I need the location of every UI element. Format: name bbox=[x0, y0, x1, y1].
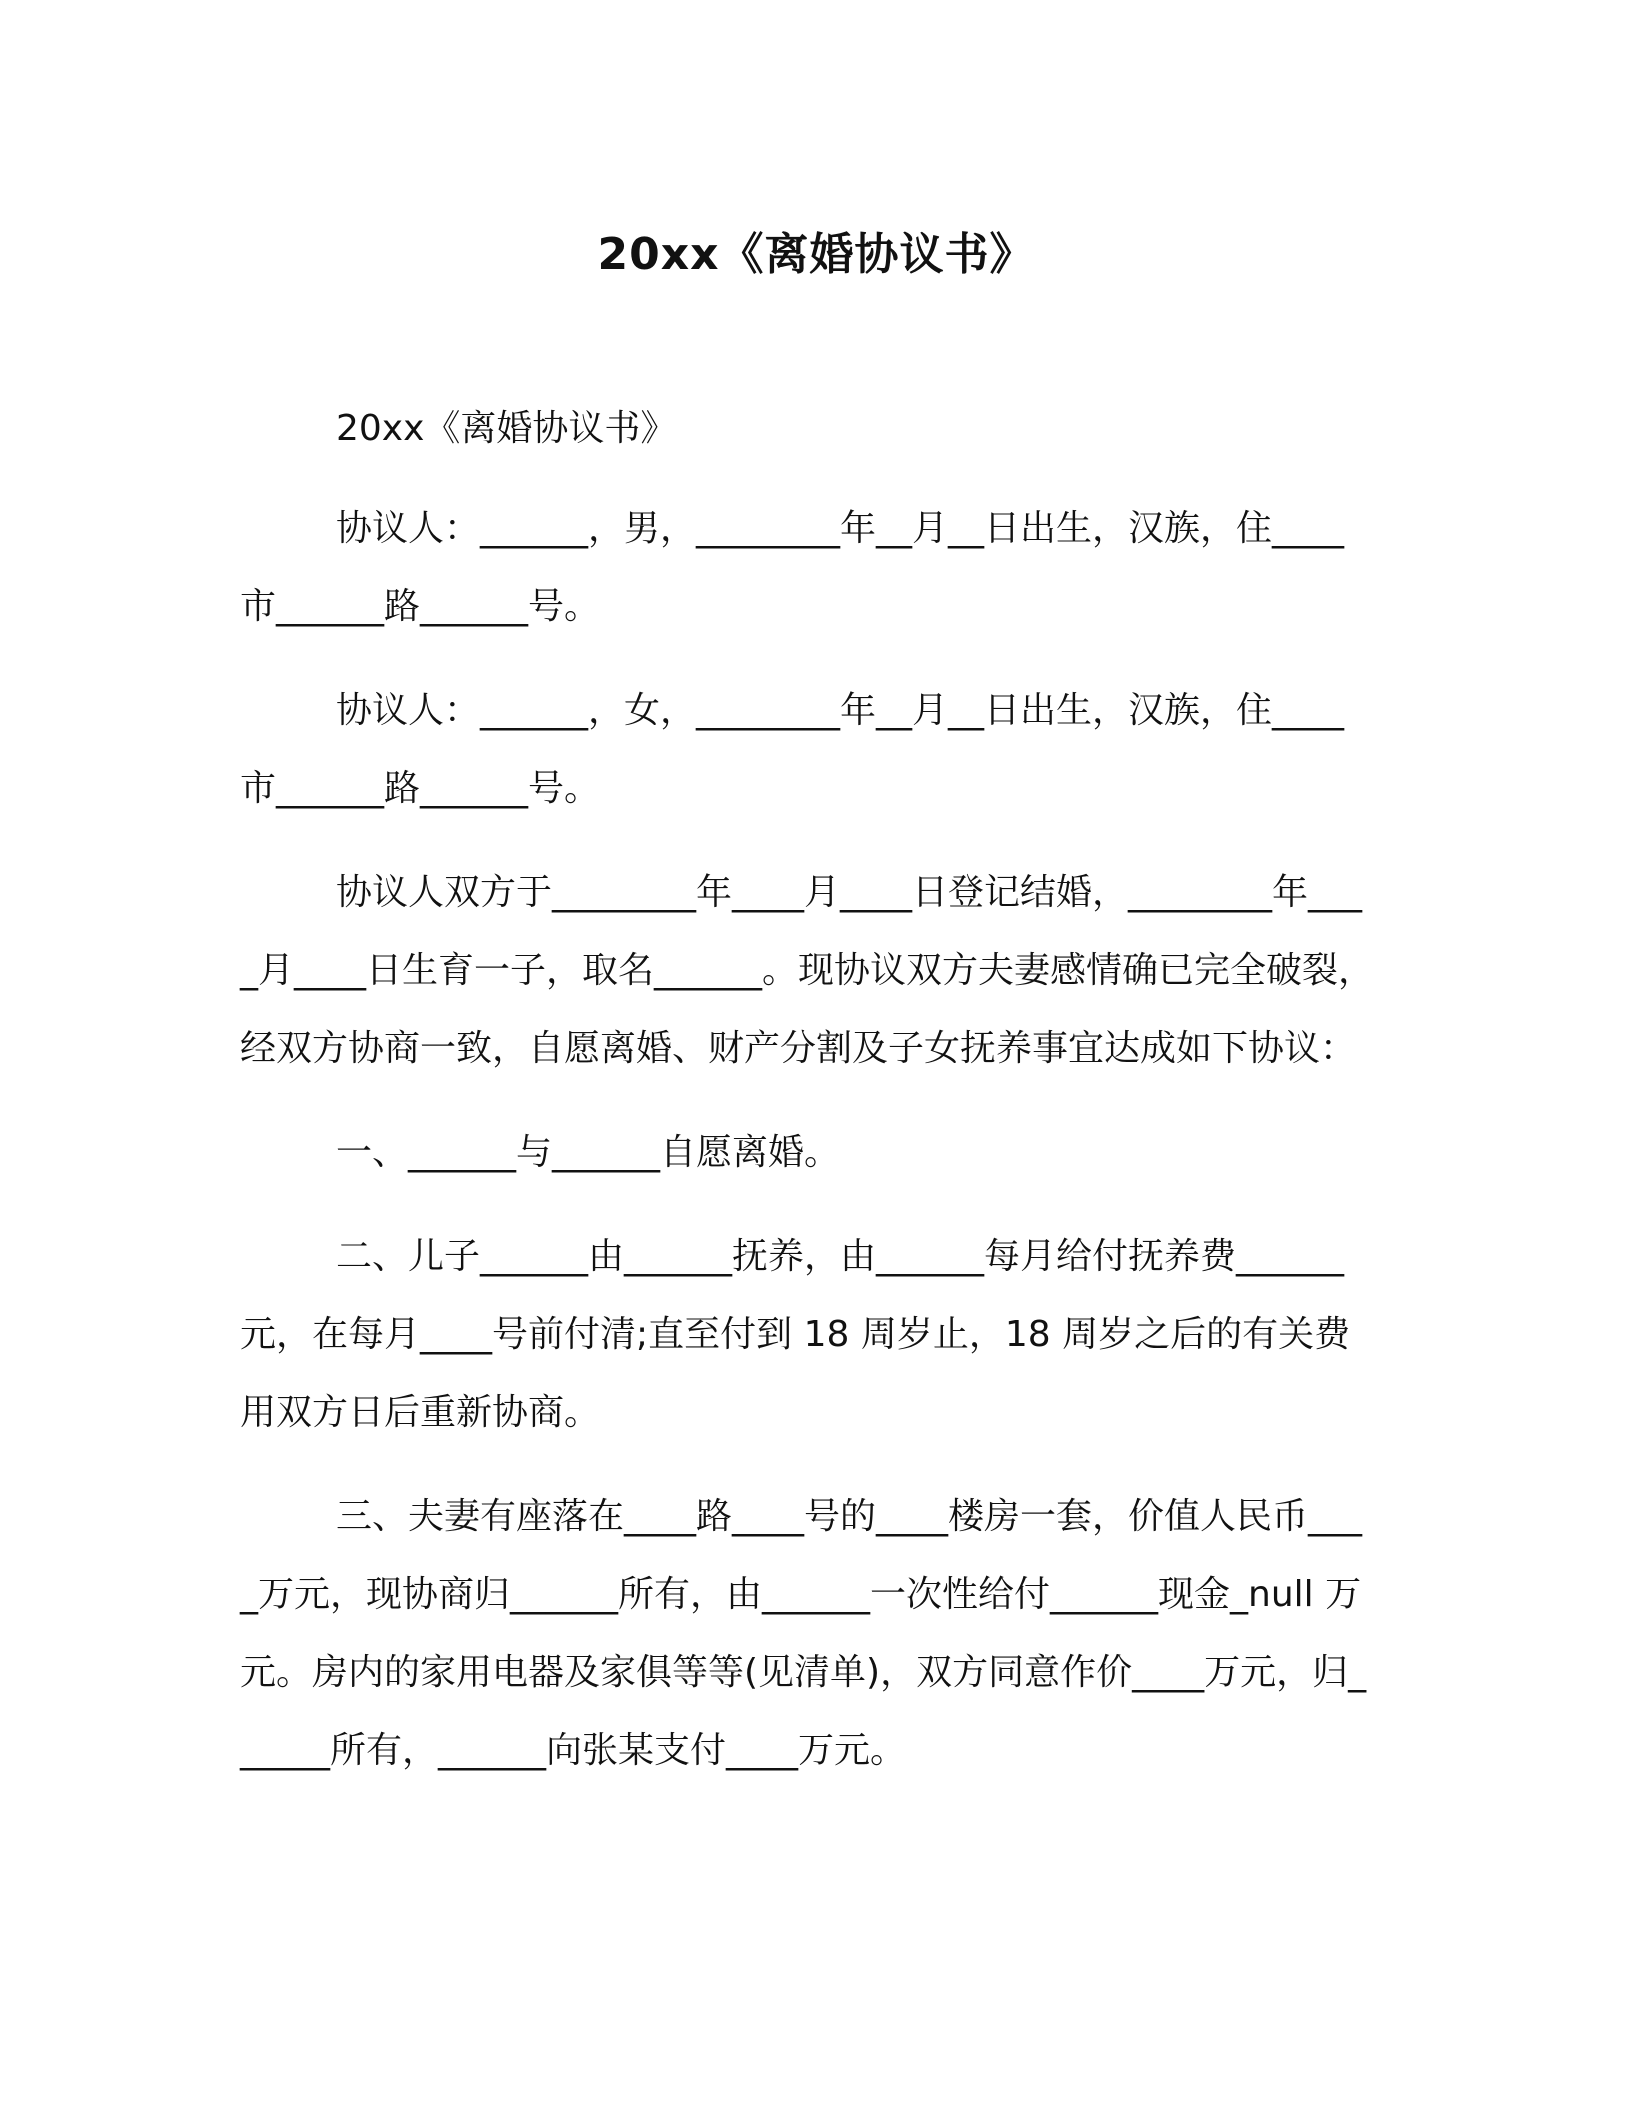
document-subtitle: 20xx《离婚协议书》 bbox=[336, 408, 677, 449]
document-title: 20xx《离婚协议书》 bbox=[597, 229, 1035, 280]
document-body bbox=[240, 390, 1375, 1816]
party-male-paragraph: 协议人：______，男，________年__月__日出生，汉族，住____市______路______号。 bbox=[240, 508, 1345, 627]
party-female-paragraph: 协议人：______，女，________年__月__日出生，汉族，住____市______路______号。 bbox=[240, 690, 1345, 809]
clause-2-paragraph: 二、儿子______由______抚养，由______每月给付抚养费______元，在每月____号前付清;直至付到 18 周岁止，18 周岁之后的有关费用双方日后重新协商。 bbox=[240, 1236, 1351, 1433]
clause-1-paragraph: 一、______与______自愿离婚。 bbox=[336, 1132, 841, 1173]
clause-3-paragraph: 三、夫妻有座落在____路____号的____楼房一套，价值人民币____万元，现协商归______所有，由______一次性给付______现金_null 万元。房内的家用电器及家俱等等(见清单)，双方同意作价____万元，归______所有，______向张某支付____万元。 bbox=[240, 1496, 1367, 1771]
marriage-info-paragraph: 协议人双方于________年____月____日登记结婚，________年____月____日生育一子，取名______。现协议双方夫妻感情确已完全破裂，经双方协商一致，自愿离婚、财产分割及子女抚养事宜达成如下协议： bbox=[240, 872, 1375, 1069]
